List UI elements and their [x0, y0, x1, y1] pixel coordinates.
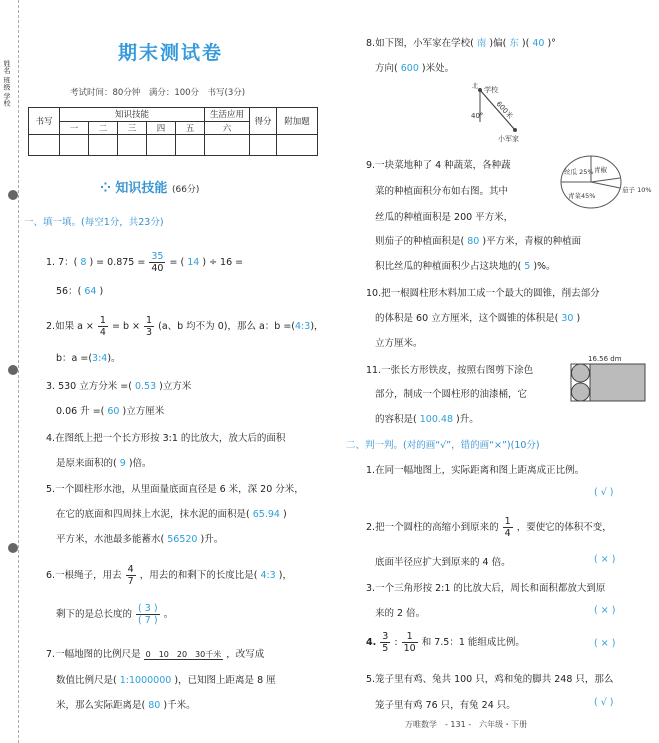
q-text: )°	[547, 38, 556, 49]
q-text: = (	[169, 257, 185, 268]
denominator: 10	[403, 643, 416, 654]
score-col-num: 六	[205, 121, 250, 135]
direction-figure	[470, 82, 550, 144]
q-text: )偏(	[489, 38, 507, 49]
fraction	[98, 315, 108, 338]
q-text: 0.06 升 =(	[56, 406, 105, 417]
page-title: 期末测试卷	[118, 42, 224, 64]
question-9-cont3	[375, 233, 581, 247]
question-11-cont: 部分，制成一个圆柱形的油漆桶，它	[375, 389, 528, 400]
answer: 南	[476, 38, 487, 49]
q-text: )%。	[533, 261, 556, 272]
answer: 14	[187, 257, 200, 268]
judge-1-answer: ( √ )	[594, 487, 614, 498]
q-text: )升。	[200, 534, 224, 545]
q-text: )立方厘米	[122, 406, 165, 417]
pie-label-eggplant: 茄子 10%	[622, 186, 652, 194]
score-col-num: 五	[176, 121, 205, 135]
score-col-num: 二	[89, 121, 118, 135]
section-points: (66分)	[171, 185, 200, 195]
q-text: 积比丝瓜的种植面积少占这块地的(	[375, 261, 522, 272]
question-3-cont	[56, 403, 164, 417]
judge-4: 4. $\frac{3}{5}$ : $\frac{1}{10}$ 和 7.5：1 能组成比例。	[366, 631, 525, 654]
q-text: 7.一幅地图的比例尺是	[46, 649, 141, 660]
school-label: 学校	[484, 86, 498, 94]
section-title: 知识技能	[115, 181, 168, 196]
page-footer: 万唯数学 - 131 - 六年级・下册	[405, 720, 528, 729]
judge-3-answer: ( × )	[594, 605, 616, 616]
home-label: 小军家	[498, 135, 519, 143]
q-text: 和 7.5：1 能组成比例。	[421, 637, 525, 648]
q-text: 数值比例尺是(	[56, 675, 117, 686]
binding-hole	[8, 365, 18, 375]
pie-label-pepper: 青椒	[594, 166, 607, 174]
q-text: 的容积是(	[375, 414, 417, 425]
question-11-cont2	[375, 411, 479, 425]
q-text: 是原来面积的(	[56, 458, 117, 469]
q-text: ，用去的和剩下的长度比是(	[139, 570, 258, 581]
q-text: )，	[278, 570, 292, 581]
denominator: ( 7 )	[138, 615, 158, 626]
denominator: 3	[146, 327, 153, 338]
q-text: 2.如果 a ×	[46, 321, 94, 332]
score-col-life: 生活应用	[205, 108, 250, 122]
can-bottom	[572, 383, 590, 401]
question-7-cont2	[56, 697, 196, 711]
judge-3-cont: 来的 2 倍。	[375, 608, 426, 619]
section-dots-icon: ⁘	[100, 181, 116, 196]
judge-3: 3.一个三角形按 2:1 的比放大后，周长和面积都放大到原	[366, 583, 606, 594]
numerator: ( 3 )	[138, 603, 158, 614]
question-6-cont	[56, 603, 173, 626]
judge-5-cont: 笼子里有鸡 76 只，有兔 24 只。	[375, 700, 516, 711]
judge-2-answer: ( × )	[594, 554, 616, 565]
q-text: (a、b 均不为 0)，那么 a：b =(	[158, 321, 296, 332]
score-cell	[89, 135, 118, 156]
fraction	[144, 315, 154, 338]
score-col-total: 得分	[250, 108, 277, 135]
q-text: 则茄子的种植面积是(	[375, 236, 465, 247]
question-10-cont2: 立方厘米。	[375, 338, 423, 349]
answer: 5	[524, 261, 531, 272]
q-text: )。	[107, 353, 121, 364]
answer: 0.53	[134, 381, 157, 392]
binding-hole	[8, 190, 18, 200]
can-top	[572, 364, 590, 382]
denominator: 4	[504, 528, 511, 539]
numerator: 1	[504, 516, 511, 527]
q-text: 8.如下图，小军家在学校(	[366, 38, 474, 49]
question-10: 10.把一根圆柱形木料加工成一个最大的圆锥，削去部分	[366, 288, 600, 299]
q-text: 方向(	[375, 63, 398, 74]
q-text: 6.一根绳子，用去	[46, 570, 122, 581]
judge-5: 5.笼子里有鸡、兔共 100 只，鸡和兔的脚共 248 只，那么	[366, 674, 614, 685]
binding-hole	[8, 543, 18, 553]
answer: 4:3	[260, 570, 276, 581]
q-text: )，已知图上距离是 8 厘	[174, 675, 276, 686]
score-table	[28, 107, 318, 156]
numerator: 4	[127, 564, 134, 575]
answer: 3:4	[92, 353, 108, 364]
q-text: 2.把一个圆柱的高缩小到原来的	[366, 522, 499, 533]
answer: 600	[400, 63, 419, 74]
q-text: )升。	[456, 414, 479, 425]
q-text: )，	[310, 321, 324, 332]
part2-heading: 二、判一判。(对的画“√”，错的画“×”)(10分)	[346, 440, 540, 451]
sheet-side	[590, 364, 645, 401]
judge-5-answer: ( √ )	[594, 697, 614, 708]
q-text: 平方米，水池最多能蓄水(	[56, 534, 165, 545]
answer: 8	[80, 257, 87, 268]
question-2	[46, 315, 324, 338]
q-text: ) = 0.875 =	[89, 257, 146, 268]
angle-label: 40°	[471, 112, 484, 120]
fraction	[136, 603, 160, 626]
vegetable-pie-chart	[556, 152, 654, 212]
score-cell	[118, 135, 147, 156]
fraction	[402, 631, 418, 654]
q-text: )平方米，青椒的种植面	[482, 236, 582, 247]
q-text: 米，那么实际距离是(	[56, 700, 146, 711]
question-1	[46, 251, 243, 274]
question-5-cont	[56, 506, 287, 520]
fraction	[126, 564, 136, 587]
home-dot	[513, 128, 517, 132]
exam-meta: 考试时间：80分钟 满分：100分 书写(3分)	[70, 88, 246, 98]
question-9-cont: 菜的种植面积分布如右图。其中	[375, 186, 509, 197]
answer: 100.48	[419, 414, 453, 425]
q-text: )(	[521, 38, 530, 49]
answer: 30	[561, 313, 574, 324]
q-text: ，要使它的体积不变，	[516, 522, 612, 533]
score-col-knowledge: 知识技能	[60, 108, 205, 122]
q-text: )倍。	[128, 458, 152, 469]
answer: 56520	[167, 534, 198, 545]
q-text: 3. 530 立方分米 =(	[46, 381, 132, 392]
sheet-figure	[568, 353, 650, 403]
q-text: 的体积是 60 立方厘米，这个圆锥的体积是(	[375, 313, 559, 324]
question-1-cont	[56, 283, 103, 297]
question-7	[46, 646, 264, 660]
question-8	[366, 35, 556, 49]
question-4-cont	[56, 455, 152, 469]
school-dot	[478, 88, 482, 92]
score-col-num: 四	[147, 121, 176, 135]
q-text: ，改写成	[226, 649, 265, 660]
answer: 1:1000000	[119, 675, 172, 686]
judge-2-cont: 底面半径应扩大到原来的 4 倍。	[375, 557, 511, 568]
q-text: )立方米	[159, 381, 192, 392]
fraction	[380, 631, 390, 654]
q-text: 剩下的是总长度的	[56, 609, 133, 620]
question-3	[46, 378, 191, 392]
question-9-cont2: 丝瓜的种植面积是 200 平方米，	[375, 212, 514, 223]
q-text: )	[576, 313, 581, 324]
score-col-num: 三	[118, 121, 147, 135]
numerator: 35	[151, 251, 164, 262]
denominator: 5	[382, 643, 389, 654]
score-cell	[277, 135, 318, 156]
distance-label: 600米	[494, 99, 515, 121]
score-col-num: 一	[60, 121, 89, 135]
question-9-cont4	[375, 258, 556, 272]
question-5: 5.一个圆柱形水池，从里面量底面直径是 6 米，深 20 分米，	[46, 484, 304, 495]
q-text: b：a =(	[56, 353, 93, 364]
question-2-cont	[56, 350, 121, 364]
answer: 60	[107, 406, 120, 417]
q-text: 在它的底面和四周抹上水泥，抹水泥的面积是(	[56, 509, 250, 520]
numerator: 1	[146, 315, 153, 326]
score-cell	[147, 135, 176, 156]
judge-1: 1.在同一幅地图上，实际距离和图上距离成正比例。	[366, 465, 585, 476]
q-text: 1. 7：(	[46, 257, 78, 268]
question-6	[46, 564, 292, 587]
q-text: )米处。	[421, 63, 455, 74]
answer: 9	[119, 458, 126, 469]
score-cell	[29, 135, 60, 156]
numerator: 1	[402, 631, 418, 643]
answer: 80	[148, 700, 161, 711]
answer: 65.94	[252, 509, 280, 520]
q-text: )千米。	[163, 700, 196, 711]
scale-bar: 0 10 20 30千米	[145, 650, 222, 659]
score-cell	[176, 135, 205, 156]
answer: 4:3	[295, 321, 311, 332]
answer: 40	[532, 38, 545, 49]
q-text: )	[99, 286, 104, 297]
question-10-cont	[375, 310, 580, 324]
question-4: 4.在图纸上把一个长方形按 3:1 的比放大，放大后的面积	[46, 433, 286, 444]
answer: 东	[509, 38, 519, 49]
section-banner	[100, 177, 199, 196]
fraction	[149, 251, 165, 274]
answer: 80	[467, 236, 480, 247]
pie-label-silk: 丝瓜 25%	[564, 168, 594, 176]
part1-heading: 一、填一填。(每空1分，共23分)	[24, 217, 164, 228]
score-cell	[205, 135, 250, 156]
fraction	[503, 516, 513, 539]
question-5-cont2	[56, 531, 223, 545]
score-col-writing: 书写	[29, 108, 60, 135]
score-col-extra: 附加题	[277, 108, 318, 135]
denominator: 4	[99, 327, 106, 338]
q-text: ) ÷ 16 =	[202, 257, 244, 268]
q-text: )	[282, 509, 287, 520]
sheet-dimension: 16.56 dm	[588, 355, 622, 363]
score-cell	[250, 135, 277, 156]
q-text: = b ×	[112, 321, 140, 332]
question-11: 11.一张长方形铁皮，按照右图剪下涂色	[366, 365, 534, 376]
binding-label: 姓名 班级 学校	[3, 60, 11, 107]
north-label: 北	[472, 83, 479, 90]
pie-label-cabbage: 青菜45%	[568, 192, 596, 200]
denominator: 40	[151, 263, 164, 274]
question-7-cont	[56, 672, 276, 686]
question-8-cont	[375, 60, 454, 74]
judge-2	[366, 516, 612, 539]
question-9: 9.一块菜地种了 4 种蔬菜，各种蔬	[366, 160, 511, 171]
q-text: 56：(	[56, 286, 82, 297]
denominator: 7	[127, 576, 134, 587]
numerator: 3	[382, 631, 389, 642]
judge-4-answer: ( × )	[594, 638, 616, 649]
q-text: 。	[163, 609, 174, 620]
answer: 64	[84, 286, 97, 297]
numerator: 1	[99, 315, 106, 326]
score-cell	[60, 135, 89, 156]
